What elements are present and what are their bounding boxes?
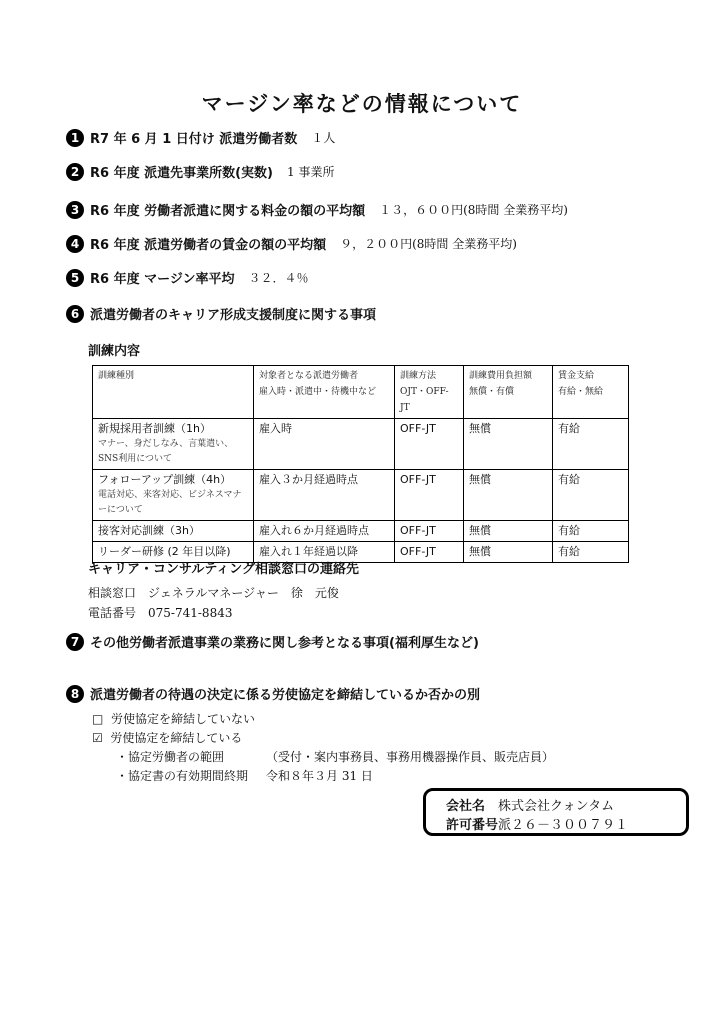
header-subtext: 雇入時・派遣中・待機中など [259, 387, 377, 397]
checkbox-checked-icon: ☑ [92, 731, 103, 745]
term-label: ・協定書の有効期間終期 [116, 769, 249, 783]
training-note: 電話対応、来客対応、ビジネスマナーについて [98, 490, 242, 515]
cost-cell: 無償 [464, 419, 553, 470]
header-text: 訓練費用負担額 [469, 371, 533, 381]
license-row [446, 814, 628, 833]
table-row [93, 521, 629, 542]
method-cell: OFF-JT [395, 419, 464, 470]
phone-label: 電話番号 [88, 606, 137, 620]
header-subtext: 無償・有償 [469, 387, 515, 397]
item-1 [66, 128, 335, 147]
phone-value: 075-741-8843 [148, 606, 233, 620]
cost-cell: 無償 [464, 542, 553, 563]
training-note: マナー、身だしなみ、言葉遣い、SNS利用について [98, 439, 234, 464]
header-cell [464, 366, 553, 419]
target-cell: 雇入３か月経過時点 [254, 470, 395, 521]
header-text: 訓練種別 [98, 371, 135, 381]
option-label: 労使協定を締結している [110, 731, 243, 745]
training-name: フォローアップ訓練（4h） [98, 473, 232, 486]
target-cell: 雇入時 [254, 419, 395, 470]
circled-number: 6 [66, 305, 84, 323]
item-5 [66, 268, 309, 287]
circled-number: 8 [66, 685, 84, 703]
pay-cell: 有給 [553, 521, 629, 542]
item-label: R6 年度 派遣先事業所数(実数) [90, 166, 273, 181]
agreement-option-no [92, 710, 255, 727]
company-box [423, 788, 689, 836]
method-cell: OFF-JT [395, 470, 464, 521]
table-row [93, 470, 629, 521]
consult-phone [88, 604, 232, 621]
consult-heading: キャリア・コンサルティング相談窓口の連絡先 [88, 562, 360, 577]
item-8 [66, 684, 480, 703]
item-label: その他労働者派遣事業の業務に関し参考となる事項(福利厚生など) [90, 636, 479, 651]
item-label: R6 年度 マージン率平均 [90, 272, 235, 287]
company-name-value: 株式会社クォンタム [498, 799, 615, 814]
header-subtext: 有給・無給 [558, 387, 604, 397]
consult-window [88, 584, 339, 601]
agreement-scope [116, 748, 554, 765]
circled-number: 7 [66, 633, 84, 651]
circled-number: 3 [66, 201, 84, 219]
training-name-cell: リーダー研修 (2 年目以降) [93, 542, 254, 563]
license-label: 許可番号 [446, 818, 499, 833]
training-name: 新規採用者訓練（1h） [98, 422, 211, 435]
circled-number: 4 [66, 235, 84, 253]
method-cell: OFF-JT [395, 542, 464, 563]
item-4 [66, 234, 517, 253]
option-label: 労使協定を締結していない [110, 712, 255, 726]
training-table [92, 365, 629, 563]
item-value: １人 [311, 131, 336, 145]
item-label: R7 年 6 月 1 日付け 派遣労働者数 [90, 132, 298, 147]
circled-number: 2 [66, 163, 84, 181]
item-7 [66, 632, 479, 651]
license-value: 派２６－３００７９１ [498, 818, 629, 833]
page-title: マージン率などの情報について [201, 92, 523, 116]
item-value: ９，２００円(8時間 全業務平均) [340, 237, 517, 251]
item-6 [66, 304, 376, 323]
item-value: ３２．４％ [248, 271, 309, 285]
training-heading: 訓練内容 [88, 344, 141, 359]
item-label: R6 年度 労働者派遣に関する料金の額の平均額 [90, 204, 366, 219]
header-text: 対象者となる派遣労働者 [259, 371, 359, 381]
consult-window-value: ジェネラルマネージャー 徐 元俊 [148, 586, 339, 600]
company-name-label: 会社名 [446, 799, 486, 814]
scope-value: （受付・案内事務員、事務用機器操作員、販売店員） [266, 750, 555, 764]
target-cell: 雇入れ６か月経過時点 [254, 521, 395, 542]
checkbox-empty-icon: □ [92, 712, 104, 726]
item-3 [66, 200, 568, 219]
cost-cell: 無償 [464, 521, 553, 542]
training-name-cell [93, 470, 254, 521]
pay-cell: 有給 [553, 419, 629, 470]
item-2 [66, 162, 334, 181]
item-value: 1 事業所 [287, 165, 335, 179]
item-label: 派遣労働者の待遇の決定に係る労使協定を締結しているか否かの別 [90, 688, 481, 703]
company-name-row [446, 795, 614, 814]
table-row [93, 419, 629, 470]
header-cell [93, 366, 254, 419]
consult-window-label: 相談窓口 [88, 586, 137, 600]
header-cell [254, 366, 395, 419]
cost-cell: 無償 [464, 470, 553, 521]
header-text: 訓練方法 [400, 371, 437, 381]
agreement-term [116, 767, 373, 784]
pay-cell: 有給 [553, 542, 629, 563]
table-header-row [93, 366, 629, 419]
pay-cell: 有給 [553, 470, 629, 521]
circled-number: 1 [66, 129, 84, 147]
method-cell: OFF-JT [395, 521, 464, 542]
training-name-cell [93, 419, 254, 470]
item-label: R6 年度 派遣労働者の賃金の額の平均額 [90, 238, 327, 253]
term-value: 令和８年３月 31 日 [266, 769, 373, 783]
header-subtext: OJT・OFF-JT [400, 387, 449, 413]
scope-label: ・協定労働者の範囲 [116, 750, 225, 764]
circled-number: 5 [66, 269, 84, 287]
training-name-cell: 接客対応訓練（3h） [93, 521, 254, 542]
header-cell [395, 366, 464, 419]
agreement-option-yes [92, 729, 242, 746]
target-cell: 雇入れ１年経過以降 [254, 542, 395, 563]
header-text: 賃金支給 [558, 371, 595, 381]
header-cell [553, 366, 629, 419]
item-value: １３，６００円(8時間 全業務平均) [379, 203, 568, 217]
item-label: 派遣労働者のキャリア形成支援制度に関する事項 [90, 308, 377, 323]
